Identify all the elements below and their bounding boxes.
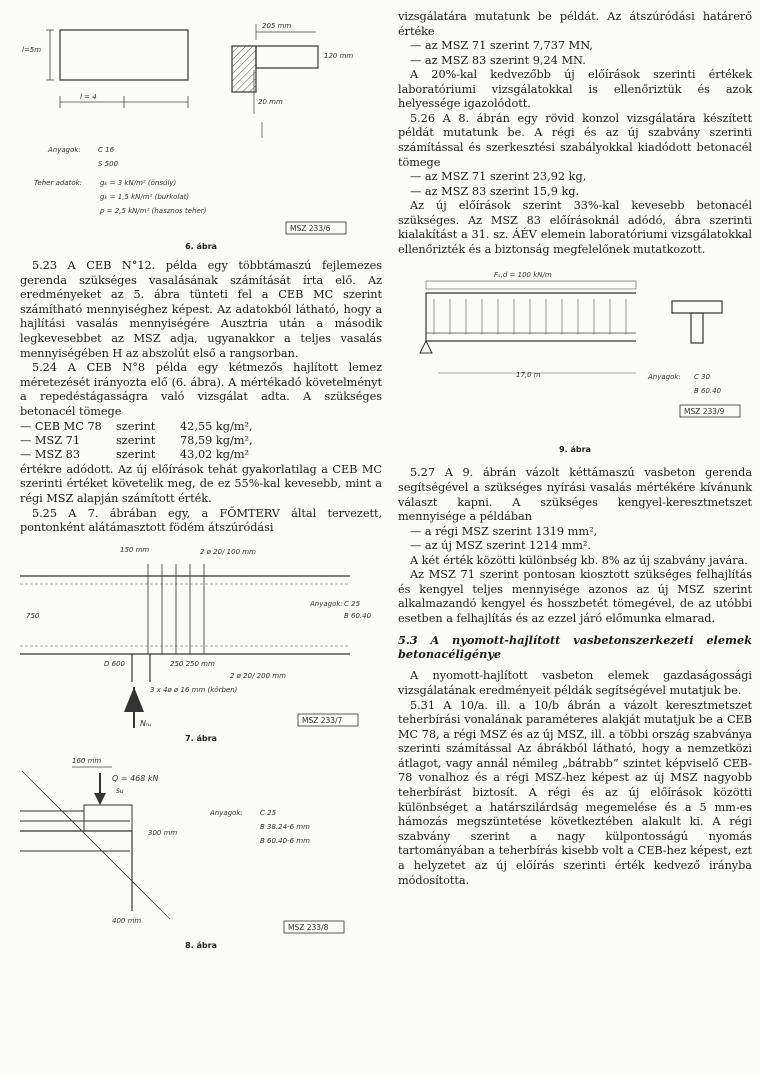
fig7-dim-150: 150 mm <box>120 545 150 554</box>
list-item: — az MSZ 71 szerint 7,737 MN, <box>410 39 593 53</box>
fig8-force-sub: Su <box>116 787 124 795</box>
paragraph-5-24b: értékre adódott. Az új előírások tehát gyakorlatilag a CEB MC szerinti értéket követelik meg, de ez 55%-kal kevesebb, mint a régi MSZ alapján számított érték. <box>20 462 382 505</box>
list-item: — MSZ 83 szerint 43,02 kg/m² <box>20 448 250 462</box>
figure-6-caption: 6. ábra <box>185 242 217 251</box>
fig6-material-2: S 500 <box>98 160 119 168</box>
fig7-dim-span: 250 250 mm <box>170 659 215 668</box>
list-item: — az MSZ 71 szerint 23,92 kg, <box>410 170 587 184</box>
fig8-dim-400: 400 mm <box>112 916 142 925</box>
fig7-material-2: B 60.40 <box>344 611 372 620</box>
fig7-rebar-top: 2 ø 20/ 100 mm <box>200 547 256 556</box>
figure-7 <box>20 542 382 743</box>
fig9-materials-label: Anyagok: <box>648 373 681 382</box>
fig8-force: Q = 468 kN <box>112 773 159 783</box>
figure-8-drawing <box>20 751 382 937</box>
figure-9-caption: 9. ábra <box>559 445 591 455</box>
paragraph-5-27: 5.27 A 9. ábrán vázolt kéttámaszú vasbeton gerenda segítségével a szükséges nyírási vasalás mértékére kívánunk választ kapni. A szükséges kengyel-keresztmetszet mennyisége a példában <box>398 466 752 524</box>
fig6-dim-right: 120 mm <box>324 52 354 60</box>
figure-6-drawing <box>20 10 382 238</box>
fig7-material-1: C 25 <box>344 599 361 608</box>
fig8-material-2: B 38.24-6 mm <box>260 822 310 831</box>
figure-8-caption: 8. ábra <box>185 940 217 950</box>
paragraph-5-27b: A két érték közötti különbség kb. 8% az új szabvány javára. <box>410 553 748 567</box>
fig7-materials-label: Anyagok: <box>310 599 343 608</box>
fig9-span: 17,0 m <box>516 371 541 380</box>
fig6-load-2: gₖ = 1,5 kN/m² (burkolat) <box>100 193 190 201</box>
fig8-dim-160: 160 mm <box>72 756 102 765</box>
fig7-col-label: D 600 <box>104 659 125 668</box>
list-item: — az új MSZ szerint 1214 mm². <box>410 539 592 553</box>
figure-7-drawing <box>20 542 382 730</box>
figure-6 <box>20 10 382 251</box>
figure-7-caption: 7. ábra <box>185 733 217 743</box>
paragraph-5-26b: Az új előírások szerint 33%-kal kevesebb betonacél szükséges. Az MSZ 83 előírásoknál adódó, ábra szerinti kialakítást a 31. sz. ÁÉV elemein laboratóriumi vizsgálatokkal ellenőrizték és a biztonság megfelelőnek mutatkozott. <box>398 198 752 256</box>
figure-8 <box>20 751 382 950</box>
fig6-dim-left: l=5m <box>22 46 42 54</box>
left-column <box>20 10 382 1068</box>
fig8-dim-300: 300 mm <box>148 828 178 837</box>
fig7-force: Nᵣᵤ <box>140 718 152 728</box>
figure-9 <box>398 263 752 454</box>
fig6-load-label: Teher adatok: <box>34 179 83 187</box>
fig8-materials-label: Anyagok: <box>210 808 243 817</box>
fig6-dim-bottom: l = 4 <box>80 93 97 101</box>
fig8-ref: MSZ 233/8 <box>288 922 329 932</box>
list-item: — az MSZ 83 szerint 9,24 MN. <box>410 53 586 67</box>
fig9-material-2: B 60.40 <box>694 387 722 396</box>
fig7-dim-750: 750 <box>26 611 40 620</box>
paragraph-5-26: 5.26 A 8. ábrán egy rövid konzol vizsgálatára készített példát mutatunk be. A régi és az új szabvány szerinti számítással és szerkesztési szabályokkal kiadódott betonacél tömege <box>398 111 752 169</box>
paragraph-5-25b: vizsgálatára mutatunk be példát. Az átszúródási határerő értéke <box>398 10 752 38</box>
fig6-load-1: gₖ = 3 kN/m² (önsúly) <box>100 179 177 187</box>
fig7-rebar-mid: 2 ø 20/ 200 mm <box>230 671 286 680</box>
fig8-material-3: B 60.40-6 mm <box>260 836 310 845</box>
fig7-stirrups: 3 x 4ø ø 16 mm (körben) <box>150 685 238 694</box>
fig6-materials-label: Anyagok: <box>48 146 81 154</box>
fig6-dim-small: 20 mm <box>258 98 283 106</box>
fig6-load-3: p = 2,5 kN/m² (hasznos teher) <box>100 207 207 215</box>
list-item: — az MSZ 83 szerint 15,9 kg. <box>410 184 580 198</box>
right-column <box>398 10 752 1068</box>
paragraph-5-31: 5.31 A 10/a. ill. a 10/b ábrán a vázolt keresztmetszet teherbírási vonalának paraméteres alakját mutatjuk be a CEB MC 78, a régi MSZ és az új MSZ, ill. a többi ország szabványa szerinti számítással Az ábrákból látható, hogy a nemzetközi átlagot, vagy annál némileg „bátrabb” szintet képviselő CEB-78 vonalhoz és a régi MSZ-hez képest az új MSZ nagyobb teherbírást biztosít. A régi és az új előírások közötti különbséget a határszilárdság megemelése és a 5 mm-es hámozás megszüntetése következtében alakult ki. A régi szabvány szerint a nagy külpontosságú nyomás tartományában a teherbírás kisebb volt a CEB-hez képest, ezt a helyzetet az új előírás szerinti érték kedvező irányba módosította. <box>398 698 752 887</box>
list-item: — MSZ 71 szerint 78,59 kg/m², <box>20 433 253 447</box>
paragraph-5-25: 5.25 A 7. ábrában egy, a FŐMTERV által tervezett, pontonként alátámasztott födém átszúródási <box>20 506 382 535</box>
fig8-material-1: C 25 <box>260 808 277 817</box>
section-title: 5.3 A nyomott-hajlított vasbetonszerkezeti elemek betonacéligénye <box>398 632 752 661</box>
fig9-material-1: C 30 <box>694 373 711 382</box>
fig6-material-1: C 16 <box>98 146 115 154</box>
fig9-load: Fₛ,d = 100 kN/m <box>494 271 552 280</box>
paragraph-5-27c: Az MSZ 71 szerint pontosan kiosztott szükséges felhajlítás és kengyel teljes mennyisége azonos az új MSZ szerint alkalmazandó kengyel és hosszbetét tömegével, de az utóbbi esetben a felhajlítás és az ezzel járó előmunka elmarad. <box>398 568 752 625</box>
fig6-dim-top: 205 mm <box>262 22 292 30</box>
list-item: — CEB MC 78 szerint 42,55 kg/m², <box>20 419 253 433</box>
fig6-ref: MSZ 233/6 <box>290 224 331 233</box>
paragraph-5-25c: A 20%-kal kedvezőbb új előírások szerinti értékek laboratóriumi vizsgálatokkal is ellenőriztük és azok helyessége igazolódott. <box>398 68 752 111</box>
paragraph-5-3: A nyomott-hajlított vasbeton elemek gazdaságossági vizsgálatának eredményeit példák segítségével mutatjuk be. <box>398 669 752 697</box>
fig9-ref: MSZ 233/9 <box>684 407 725 417</box>
list-item: — a régi MSZ szerint 1319 mm², <box>410 524 598 538</box>
paragraph-5-24: 5.24 A CEB N°8 példa egy kétmezős hajlított lemez méretezését irányozta elő (6. ábra). A mértékadó követelményt a repedéstágasságra való vizsgálat adta. A szükséges betonacél tömege <box>20 361 382 418</box>
paragraph-5-23: 5.23 A CEB N°12. példa egy többtámaszú fejlemezes gerenda szükséges vasalásának számítását írta elő. Az eredményeket az 5. ábra tünteti fel a CEB MC szerint számítható mennyiséghez képest. Az adatokból látható, hogy a hajlítási vasalás mennyiségére Ausztria után a második legkevesebbet az MSZ adja, ugyanakkor a teljes vasalás mennyiségében H az abszolút első a rangsorban. <box>20 259 382 360</box>
figure-9-drawing <box>398 263 752 441</box>
fig7-ref: MSZ 233/7 <box>302 715 343 725</box>
